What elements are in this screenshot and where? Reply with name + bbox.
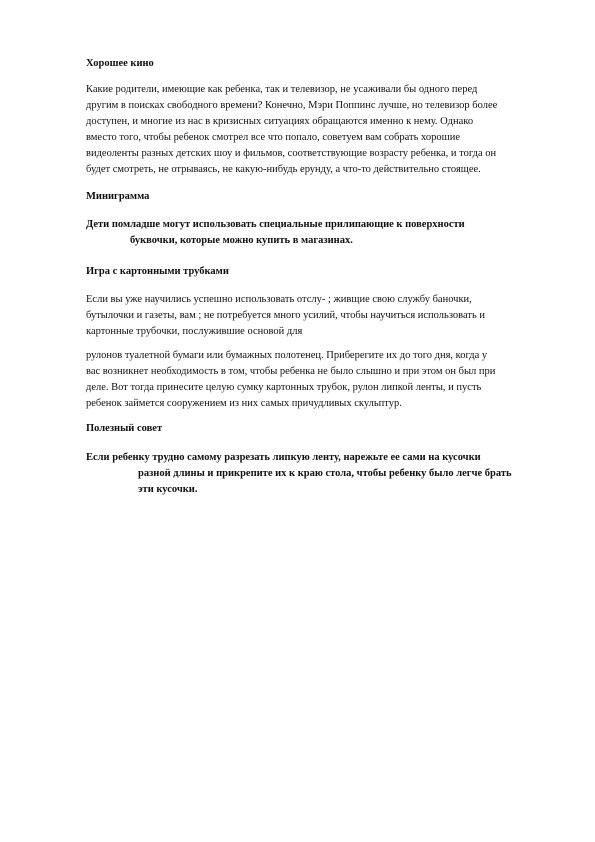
heading-good-movie: Хорошее кино (86, 58, 154, 69)
text-line: эти кусочки. (138, 484, 198, 495)
text-line: доступен, и многие из нас в кризисных ситуациях обращаются именно к нему. Однако (86, 116, 474, 127)
text-line: другим в поисках свободного времени? Конечно, Мэри Поппинс лучше, но телевизор более (86, 100, 498, 111)
text-line: Если вы уже научились успешно использовать отслу- ; живщие свою службу баночки, (86, 294, 472, 305)
paragraph-useful-tip (86, 450, 546, 498)
paragraph-cardboard-tubes-1 (86, 292, 546, 340)
text-line: вас возникнет необходимость в том, чтобы ребенка не было слышно и при этом он был при (86, 366, 496, 377)
heading-minigramma: Миниграмма (86, 191, 150, 202)
text-line: буквочки, которые можно купить в магазинах. (130, 235, 353, 246)
text-line: Дети помладше могут использовать специальные прилипающие к поверхности (86, 219, 465, 230)
paragraph-cardboard-tubes-2 (86, 348, 546, 412)
heading-cardboard-tubes: Игра с картонными трубками (86, 266, 229, 277)
text-line: видеоленты разных детских шоу и фильмов, соответствующие возрасту ребенка, и тогда он (86, 148, 497, 159)
text-line: картонные трубочки, послужившие основой для (86, 326, 303, 337)
text-line: деле. Вот тогда принесите целую сумку картонных трубок, рулон липкой ленты, и пусть (86, 382, 482, 393)
text-line: рулонов туалетной бумаги или бумажных полотенец. Приберегите их до того дня, когда у (86, 350, 488, 361)
paragraph-minigramma (86, 217, 546, 249)
heading-useful-tip: Полезный совет (86, 423, 163, 434)
text-line: вместо того, чтобы ребенок смотрел все что попало, советуем вам собрать хорошие (86, 132, 460, 143)
text-line: разной длины и прикрепите их к краю стола, чтобы ребенку было легче брать (138, 468, 512, 479)
text-line: Какие родители, имеющие как ребенка, так и телевизор, не усаживали бы одного перед (86, 84, 478, 95)
paragraph-good-movie (86, 82, 546, 178)
text-line: Если ребенку трудно самому разрезать липкую ленту, нарежьте ее сами на кусочки (86, 452, 481, 463)
text-line: ребенок займется сооружением из них самых причудливых скульптур. (86, 398, 402, 409)
text-line: бутылочки и газеты, вам ; не потребуется много усилий, чтобы научиться использовать и (86, 310, 485, 321)
text-line: будет смотреть, не отрываясь, не какую-нибудь ерунду, а что-то действительно стоящее. (86, 164, 481, 175)
